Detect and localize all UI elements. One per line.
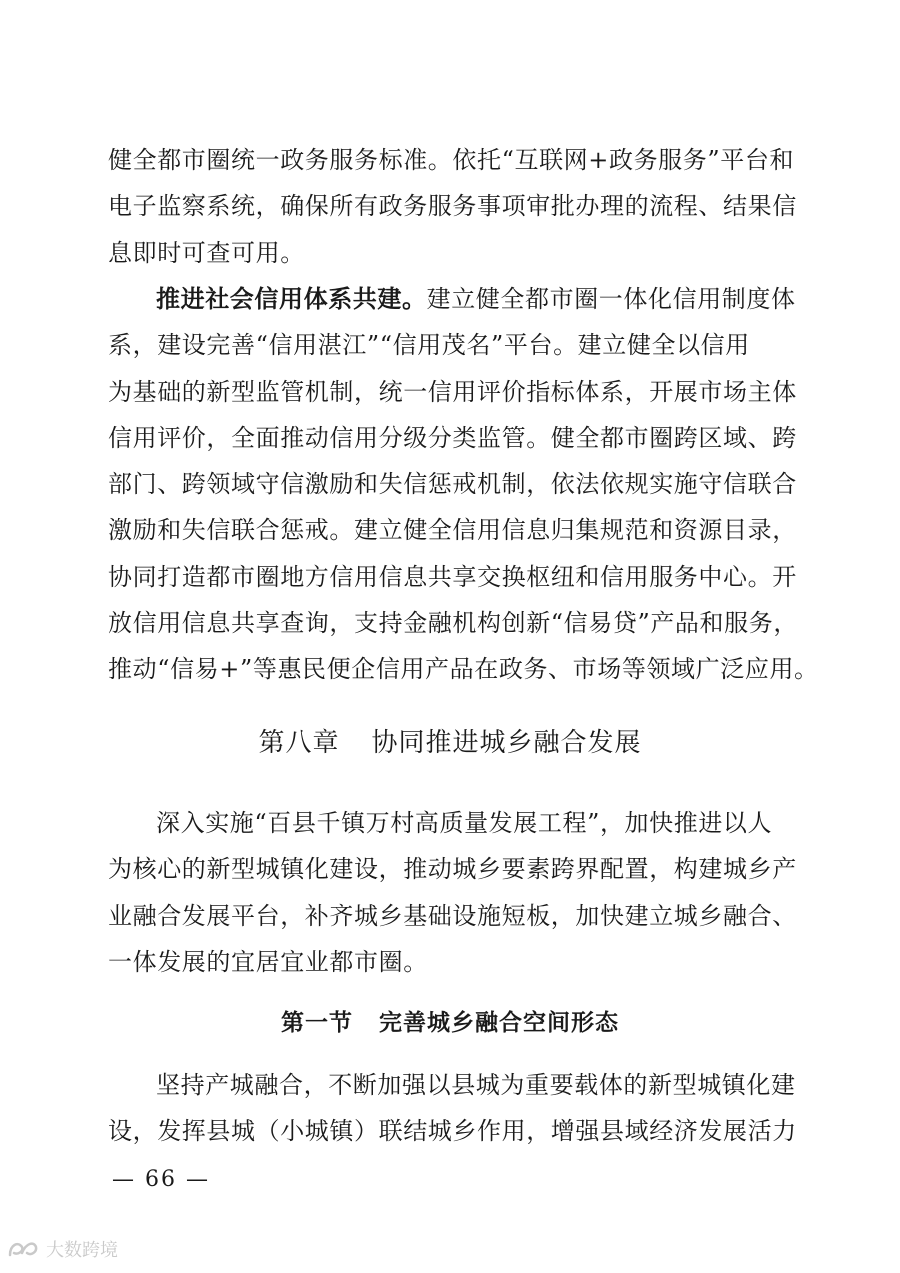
section-heading: [0, 1004, 900, 1037]
text-line: 信用评价，全面推动信用分级分类监管。健全都市圈跨区域、跨: [108, 423, 797, 452]
text-fragment: 建立健全都市圈一体化信用制度体: [426, 285, 796, 313]
watermark-text: 大数跨境: [46, 1240, 118, 1261]
brand-logo-icon: [6, 1237, 40, 1261]
paragraph-1: [108, 137, 798, 276]
paragraph-3: [108, 800, 798, 985]
chapter-number: 第八章: [258, 728, 340, 758]
text-line: 深入实施“百县千镇万村高质量发展工程”，加快推进以人: [156, 809, 773, 837]
text-line: 系，建设完善“信用湛江”“信用茂名”平台。建立健全以信用: [108, 331, 750, 360]
text-line: 业融合发展平台，补齐城乡基础设施短板，加快建立城乡融合、: [108, 901, 797, 930]
text-line: 推动“信易+”等惠民便企信用产品在政务、市场等领域广泛应用。: [108, 655, 819, 684]
chapter-heading: [0, 722, 900, 759]
watermark: [6, 1236, 118, 1262]
text-line: 息即时可查可用。: [108, 238, 305, 267]
chapter-title: 协同推进城乡融合发展: [371, 728, 642, 758]
text-line: 一体发展的宜居宜业都市圈。: [108, 947, 428, 976]
text-line: 健全都市圈统一政务服务标准。依托“互联网+政务服务”平台和: [108, 146, 795, 174]
text-line: 放信用信息共享查询，支持金融机构创新“信易贷”产品和服务，: [108, 609, 798, 638]
text-line: 激励和失信联合惩戒。建立健全信用信息归集规范和资源目录，: [108, 516, 797, 545]
text-line: 协同打造都市圈地方信用信息共享交换枢纽和信用服务中心。开: [108, 562, 797, 591]
paragraph-2: [108, 276, 819, 693]
text-line: 为核心的新型城镇化建设，推动城乡要素跨界配置，构建城乡产: [108, 855, 797, 884]
page-number: — 66 —: [112, 1167, 210, 1192]
text-line: 部门、跨领域守信激励和失信惩戒机制，依法依规实施守信联合: [108, 470, 797, 499]
text-line: 设，发挥县城（小城镇）联结城乡作用，增强县域经济发展活力: [108, 1117, 797, 1146]
paragraph-4: [108, 1062, 798, 1155]
text-line: 为基础的新型监管机制，统一信用评价指标体系，开展市场主体: [108, 377, 797, 406]
text-line: 坚持产城融合，不断加强以县城为重要载体的新型城镇化建: [156, 1071, 796, 1099]
text-line: [108, 276, 798, 322]
text-line: 电子监察系统，确保所有政务服务事项审批办理的流程、结果信: [108, 192, 797, 221]
paragraph-lead-heading: 推进社会信用体系共建。: [156, 285, 427, 313]
section-number: 第一节: [281, 1010, 353, 1036]
section-title: 完善城乡融合空间形态: [379, 1010, 619, 1036]
